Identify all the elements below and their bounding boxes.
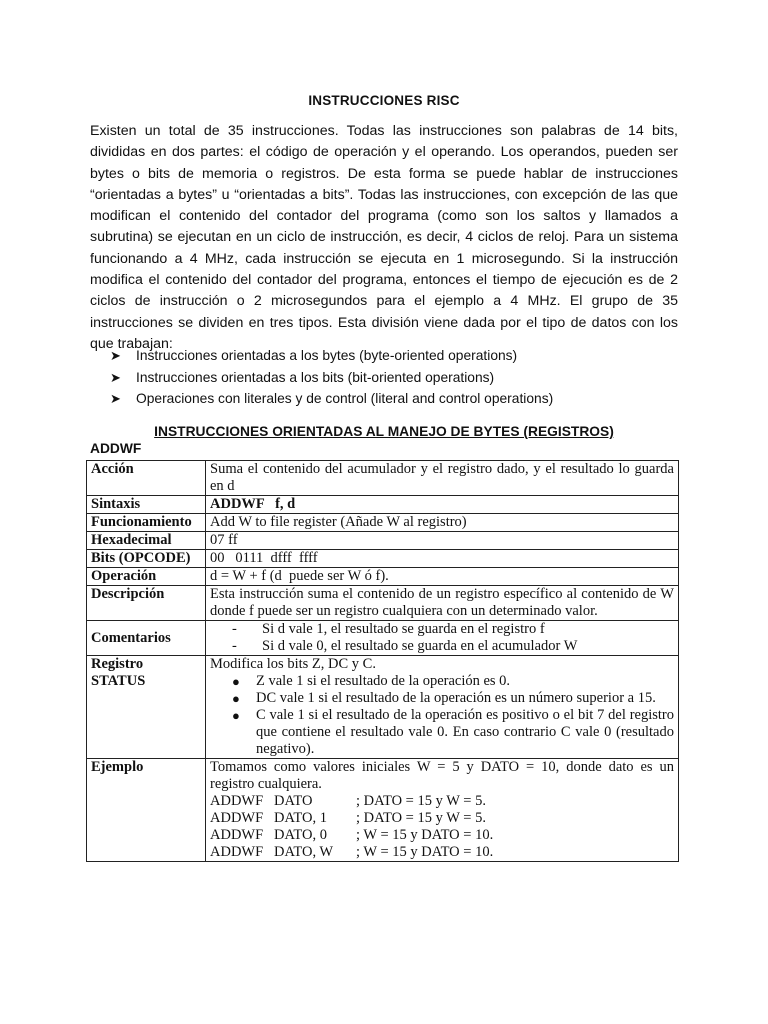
comentario-text: Si d vale 0, el resultado se guarda en el acumulador W [262, 638, 578, 654]
list-item [232, 621, 674, 638]
status-item-text: C vale 1 si el resultado de la operación es positivo o el bit 7 del registro que contiene el resultado vale 0. En caso contrario C vale 0 (resultado negativo). [256, 707, 674, 757]
arrow-bullet-icon: ➤ [110, 348, 121, 363]
dot-bullet-icon: ● [232, 708, 240, 723]
accion-label: Acción [87, 461, 206, 496]
operacion-value: d = W + f (d puede ser W ó f). [210, 568, 389, 584]
list-item-text: Operaciones con literales y de control (literal and control operations) [136, 391, 554, 406]
bits-value: 00 0111 dfff ffff [210, 550, 318, 566]
code-line [210, 793, 674, 810]
table-row [87, 496, 679, 514]
ejemplo-intro: Tomamos como valores iniciales W = 5 y DATO = 10, donde dato es un registro cualquiera. [210, 759, 674, 792]
comentarios-list [210, 621, 674, 655]
code-line [210, 827, 674, 844]
comentarios-label: Comentarios [87, 621, 206, 656]
status-item-text: Z vale 1 si el resultado de la operación es 0. [256, 673, 511, 689]
instruction-types-list [110, 345, 670, 410]
hexadecimal-value: 07 ff [206, 532, 679, 550]
table-row [87, 586, 679, 621]
ejemplo-label: Ejemplo [87, 759, 206, 862]
sintaxis-value: ADDWF f, d [210, 496, 296, 512]
table-row [87, 568, 679, 586]
status-bits-list [210, 673, 674, 758]
status-item-text: DC vale 1 si el resultado de la operación es un número superior a 15. [256, 690, 656, 706]
list-item [110, 345, 670, 367]
table-row [87, 656, 679, 759]
table-row [87, 461, 679, 496]
dot-bullet-icon: ● [232, 691, 240, 706]
code-instruction: ADDWF DATO, 1 [210, 810, 327, 826]
table-row [87, 621, 679, 656]
code-line [210, 810, 674, 827]
section-title: INSTRUCCIONES ORIENTADAS AL MANEJO DE BYTES (REGISTROS) [154, 424, 614, 439]
dash-bullet-icon: - [232, 638, 237, 654]
comentario-text: Si d vale 1, el resultado se guarda en el registro f [262, 621, 545, 637]
list-item [232, 673, 674, 690]
document-title: INSTRUCCIONES RISC [308, 93, 460, 108]
list-item [232, 707, 674, 758]
list-item-text: Instrucciones orientadas a los bytes (byte-oriented operations) [136, 348, 518, 363]
accion-value: Suma el contenido del acumulador y el registro dado, y el resultado lo guarda en d [206, 461, 679, 496]
code-comment: ; W = 15 y DATO = 10. [356, 827, 494, 843]
status-label-line-1: Registro [91, 656, 144, 672]
list-item [110, 367, 670, 389]
status-intro: Modifica los bits Z, DC y C. [210, 656, 376, 672]
code-comment: ; DATO = 15 y W = 5. [356, 810, 486, 826]
instruction-name: ADDWF [90, 441, 142, 456]
list-item-text: Instrucciones orientadas a los bits (bit-oriented operations) [136, 369, 495, 385]
arrow-bullet-icon: ➤ [110, 391, 121, 406]
bits-label: Bits (OPCODE) [87, 550, 206, 568]
code-comment: ; DATO = 15 y W = 5. [356, 793, 486, 809]
code-line [210, 844, 674, 861]
status-label [87, 656, 206, 759]
code-comment: ; W = 15 y DATO = 10. [356, 844, 494, 860]
dot-bullet-icon: ● [232, 674, 240, 689]
list-item [110, 388, 670, 410]
code-instruction: ADDWF DATO, 0 [210, 827, 327, 843]
arrow-bullet-icon: ➤ [110, 369, 121, 385]
table-row [87, 550, 679, 568]
sintaxis-label: Sintaxis [87, 496, 206, 514]
funcionamiento-label: Funcionamiento [87, 514, 206, 532]
table-row [87, 532, 679, 550]
hexadecimal-label: Hexadecimal [87, 532, 206, 550]
instruction-spec-table [86, 460, 679, 862]
code-instruction: ADDWF DATO, W [210, 844, 334, 860]
intro-paragraph: Existen un total de 35 instrucciones. Todas las instrucciones son palabras de 14 bits, divididas en dos partes: el código de operación y el operando. Los operandos, pueden ser bytes o bits de memoria o registros. De esta forma se puede hablar de instrucciones “orientadas a bytes” u “orientadas a bits”. Todas las instrucciones, con excepción de las que modifican el contenido del contador del programa (como son los saltos y llamados a subrutina) se ejecutan en un ciclo de instrucción, es decir, 4 ciclos de reloj. Para un sistema funcionando a 4 MHz, cada instrucción se ejecuta en 1 microsegundo. Si la instrucción modifica el contenido del contador del programa, entonces el tiempo de ejecución es de 2 ciclos de instrucción o 2 microsegundos para el ejemplo a 4 MHz. El grupo de 35 instrucciones se dividen en tres tipos. Esta división viene dada por el tipo de datos con los que trabajan: [90, 123, 678, 352]
descripcion-value: Esta instrucción suma el contenido de un registro específico al contenido de W donde f puede ser un registro cualquiera con un determinado valor. [206, 586, 679, 621]
dash-bullet-icon: - [232, 621, 237, 637]
table-row [87, 514, 679, 532]
status-label-line-2: STATUS [91, 673, 146, 689]
table-row [87, 759, 679, 862]
code-instruction: ADDWF DATO [210, 793, 313, 809]
funcionamiento-value: Add W to file register (Añade W al registro) [206, 514, 679, 532]
descripcion-label: Descripción [87, 586, 206, 621]
list-item [232, 690, 674, 707]
list-item [232, 638, 674, 655]
operacion-label: Operación [87, 568, 206, 586]
